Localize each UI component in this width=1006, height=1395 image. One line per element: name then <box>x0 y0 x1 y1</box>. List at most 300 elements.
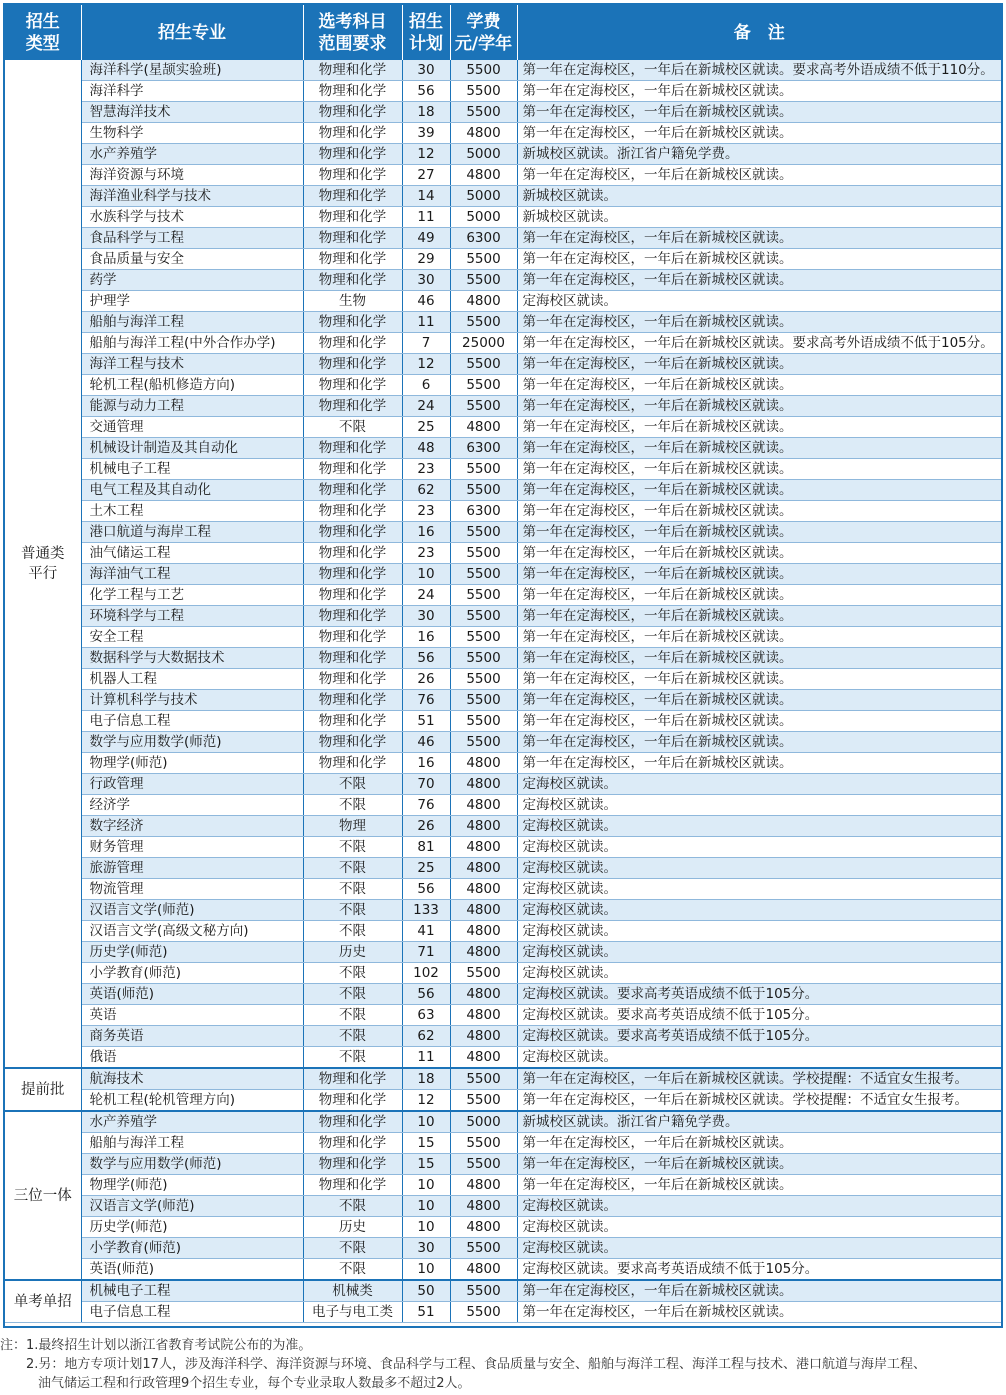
fee-cell: 6300 <box>450 228 517 249</box>
fee-cell: 5500 <box>450 354 517 375</box>
category-cell: 提前批 <box>5 1068 81 1111</box>
subject-cell: 生物 <box>303 291 402 312</box>
plan-cell: 26 <box>402 816 450 837</box>
plan-cell: 24 <box>402 585 450 606</box>
major-cell: 物流管理 <box>81 879 303 900</box>
fee-cell: 5500 <box>450 732 517 753</box>
enrollment-table-frame <box>3 3 1003 1328</box>
header-major: 招生专业 <box>81 5 303 60</box>
plan-cell: 10 <box>402 1175 450 1196</box>
fee-cell: 5500 <box>450 606 517 627</box>
table-row <box>5 291 1001 312</box>
remark-cell: 第一年在定海校区，一年后在新城校区就读。学校提醒：不适宜女生报考。 <box>517 1090 1001 1112</box>
plan-cell: 18 <box>402 102 450 123</box>
remark-cell: 第一年在定海校区，一年后在新城校区就读。 <box>517 648 1001 669</box>
plan-cell: 133 <box>402 900 450 921</box>
plan-cell: 51 <box>402 711 450 732</box>
remark-cell: 第一年在定海校区，一年后在新城校区就读。学校提醒：不适宜女生报考。 <box>517 1068 1001 1090</box>
remark-cell: 第一年在定海校区，一年后在新城校区就读。 <box>517 270 1001 291</box>
subject-cell: 物理和化学 <box>303 648 402 669</box>
major-cell: 港口航道与海岸工程 <box>81 522 303 543</box>
remark-cell: 定海校区就读。 <box>517 795 1001 816</box>
subject-cell: 物理和化学 <box>303 1154 402 1175</box>
plan-cell: 39 <box>402 123 450 144</box>
subject-cell: 物理和化学 <box>303 123 402 144</box>
major-cell: 物理学(师范) <box>81 753 303 774</box>
subject-cell: 不限 <box>303 984 402 1005</box>
fee-cell: 5500 <box>450 459 517 480</box>
table-row <box>5 1026 1001 1047</box>
major-cell: 海洋油气工程 <box>81 564 303 585</box>
remark-cell: 第一年在定海校区，一年后在新城校区就读。 <box>517 165 1001 186</box>
table-row <box>5 1047 1001 1069</box>
table-row <box>5 1238 1001 1259</box>
header-remark: 备 注 <box>517 5 1001 60</box>
major-cell: 英语(师范) <box>81 984 303 1005</box>
fee-cell: 4800 <box>450 900 517 921</box>
table-row <box>5 585 1001 606</box>
major-cell: 商务英语 <box>81 1026 303 1047</box>
major-cell: 轮机工程(轮机管理方向) <box>81 1090 303 1112</box>
major-cell: 英语 <box>81 1005 303 1026</box>
table-row <box>5 459 1001 480</box>
fee-cell: 5500 <box>450 375 517 396</box>
subject-cell: 物理和化学 <box>303 501 402 522</box>
plan-cell: 11 <box>402 207 450 228</box>
remark-cell: 定海校区就读。要求高考英语成绩不低于105分。 <box>517 1259 1001 1281</box>
remark-cell: 第一年在定海校区，一年后在新城校区就读。要求高考外语成绩不低于105分。 <box>517 333 1001 354</box>
major-cell: 经济学 <box>81 795 303 816</box>
remark-cell: 第一年在定海校区，一年后在新城校区就读。 <box>517 522 1001 543</box>
major-cell: 食品科学与工程 <box>81 228 303 249</box>
remark-cell: 定海校区就读。 <box>517 942 1001 963</box>
major-cell: 英语(师范) <box>81 1259 303 1281</box>
subject-cell: 物理和化学 <box>303 732 402 753</box>
footnote-line: 油气储运工程和行政管理9个招生专业，每个专业录取人数最多不超过2人。 <box>38 1376 471 1391</box>
subject-cell: 不限 <box>303 900 402 921</box>
table-row <box>5 1196 1001 1217</box>
table-row <box>5 963 1001 984</box>
subject-cell: 物理和化学 <box>303 753 402 774</box>
subject-cell: 不限 <box>303 921 402 942</box>
major-cell: 财务管理 <box>81 837 303 858</box>
subject-cell: 物理和化学 <box>303 228 402 249</box>
table-row <box>5 480 1001 501</box>
plan-cell: 10 <box>402 1259 450 1281</box>
table-row <box>5 186 1001 207</box>
table-row <box>5 543 1001 564</box>
major-cell: 食品质量与安全 <box>81 249 303 270</box>
fee-cell: 4800 <box>450 921 517 942</box>
plan-cell: 76 <box>402 795 450 816</box>
fee-cell: 6300 <box>450 438 517 459</box>
fee-cell: 4800 <box>450 1026 517 1047</box>
fee-cell: 25000 <box>450 333 517 354</box>
major-cell: 机械电子工程 <box>81 1280 303 1302</box>
fee-cell: 5500 <box>450 564 517 585</box>
subject-cell: 物理和化学 <box>303 564 402 585</box>
major-cell: 行政管理 <box>81 774 303 795</box>
major-cell: 数据科学与大数据技术 <box>81 648 303 669</box>
major-cell: 水产养殖学 <box>81 144 303 165</box>
plan-cell: 30 <box>402 1238 450 1259</box>
table-row <box>5 837 1001 858</box>
major-cell: 电子信息工程 <box>81 711 303 732</box>
table-row <box>5 690 1001 711</box>
subject-cell: 物理和化学 <box>303 165 402 186</box>
table-body <box>5 60 1001 1323</box>
major-cell: 海洋渔业科学与技术 <box>81 186 303 207</box>
major-cell: 轮机工程(船机修造方向) <box>81 375 303 396</box>
remark-cell: 定海校区就读。 <box>517 879 1001 900</box>
header-fee: 学费 元/学年 <box>450 5 517 60</box>
fee-cell: 5500 <box>450 1238 517 1259</box>
subject-cell: 物理和化学 <box>303 270 402 291</box>
subject-cell: 物理和化学 <box>303 543 402 564</box>
footnote-line: 2.另：地方专项计划17人，涉及海洋科学、海洋资源与环境、食品科学与工程、食品质量与安全、船舶与海洋工程、海洋工程与技术、港口航道与海岸工程、 <box>26 1357 926 1372</box>
table-row <box>5 1280 1001 1302</box>
remark-cell: 新城校区就读。浙江省户籍免学费。 <box>517 144 1001 165</box>
table-row <box>5 1005 1001 1026</box>
table-row <box>5 417 1001 438</box>
subject-cell: 不限 <box>303 1047 402 1069</box>
remark-cell: 第一年在定海校区，一年后在新城校区就读。 <box>517 1302 1001 1323</box>
subject-cell: 物理和化学 <box>303 375 402 396</box>
subject-cell: 不限 <box>303 1005 402 1026</box>
footnote-line: 注：1.最终招生计划以浙江省教育考试院公布的为准。 <box>0 1338 312 1353</box>
table-row <box>5 879 1001 900</box>
fee-cell: 5500 <box>450 522 517 543</box>
table-row <box>5 144 1001 165</box>
table-row <box>5 333 1001 354</box>
category-cell: 单考单招 <box>5 1280 81 1323</box>
subject-cell: 物理和化学 <box>303 606 402 627</box>
subject-cell: 机械类 <box>303 1280 402 1302</box>
subject-cell: 物理和化学 <box>303 585 402 606</box>
major-cell: 安全工程 <box>81 627 303 648</box>
table-row <box>5 165 1001 186</box>
remark-cell: 定海校区就读。 <box>517 774 1001 795</box>
fee-cell: 4800 <box>450 1175 517 1196</box>
subject-cell: 物理和化学 <box>303 1111 402 1133</box>
subject-cell: 历史 <box>303 1217 402 1238</box>
major-cell: 药学 <box>81 270 303 291</box>
header-plan: 招生 计划 <box>402 5 450 60</box>
fee-cell: 5500 <box>450 1133 517 1154</box>
remark-cell: 定海校区就读。 <box>517 837 1001 858</box>
table-row <box>5 1175 1001 1196</box>
subject-cell: 历史 <box>303 942 402 963</box>
plan-cell: 23 <box>402 459 450 480</box>
remark-cell: 第一年在定海校区，一年后在新城校区就读。 <box>517 459 1001 480</box>
subject-cell: 不限 <box>303 795 402 816</box>
plan-cell: 26 <box>402 669 450 690</box>
subject-cell: 不限 <box>303 1026 402 1047</box>
subject-cell: 不限 <box>303 837 402 858</box>
subject-cell: 物理和化学 <box>303 333 402 354</box>
major-cell: 海洋资源与环境 <box>81 165 303 186</box>
remark-cell: 第一年在定海校区，一年后在新城校区就读。 <box>517 438 1001 459</box>
plan-cell: 12 <box>402 1090 450 1112</box>
subject-cell: 物理和化学 <box>303 186 402 207</box>
fee-cell: 4800 <box>450 774 517 795</box>
fee-cell: 6300 <box>450 501 517 522</box>
fee-cell: 4800 <box>450 1217 517 1238</box>
table-row <box>5 1090 1001 1112</box>
remark-cell: 第一年在定海校区，一年后在新城校区就读。 <box>517 1133 1001 1154</box>
major-cell: 水产养殖学 <box>81 1111 303 1133</box>
subject-cell: 物理和化学 <box>303 396 402 417</box>
plan-cell: 27 <box>402 165 450 186</box>
remark-cell: 定海校区就读。要求高考英语成绩不低于105分。 <box>517 1005 1001 1026</box>
plan-cell: 29 <box>402 249 450 270</box>
fee-cell: 5500 <box>450 1090 517 1112</box>
table-row <box>5 648 1001 669</box>
plan-cell: 56 <box>402 81 450 102</box>
table-row <box>5 354 1001 375</box>
plan-cell: 23 <box>402 501 450 522</box>
major-cell: 旅游管理 <box>81 858 303 879</box>
plan-cell: 25 <box>402 417 450 438</box>
table-row <box>5 501 1001 522</box>
subject-cell: 物理和化学 <box>303 711 402 732</box>
fee-cell: 5000 <box>450 207 517 228</box>
subject-cell: 物理和化学 <box>303 669 402 690</box>
remark-cell: 第一年在定海校区，一年后在新城校区就读。 <box>517 123 1001 144</box>
plan-cell: 7 <box>402 333 450 354</box>
fee-cell: 4800 <box>450 942 517 963</box>
fee-cell: 4800 <box>450 837 517 858</box>
major-cell: 船舶与海洋工程 <box>81 1133 303 1154</box>
table-row <box>5 1154 1001 1175</box>
plan-cell: 10 <box>402 1196 450 1217</box>
subject-cell: 物理和化学 <box>303 1175 402 1196</box>
header-type: 招生 类型 <box>5 5 81 60</box>
remark-cell: 第一年在定海校区，一年后在新城校区就读。 <box>517 627 1001 648</box>
plan-cell: 11 <box>402 1047 450 1069</box>
fee-cell: 5000 <box>450 1111 517 1133</box>
plan-cell: 46 <box>402 732 450 753</box>
plan-cell: 50 <box>402 1280 450 1302</box>
table-row <box>5 564 1001 585</box>
fee-cell: 4800 <box>450 291 517 312</box>
plan-cell: 16 <box>402 753 450 774</box>
table-row <box>5 753 1001 774</box>
subject-cell: 不限 <box>303 1238 402 1259</box>
subject-cell: 物理和化学 <box>303 627 402 648</box>
table-row <box>5 1302 1001 1323</box>
subject-cell: 物理和化学 <box>303 60 402 81</box>
major-cell: 历史学(师范) <box>81 942 303 963</box>
major-cell: 机器人工程 <box>81 669 303 690</box>
plan-cell: 48 <box>402 438 450 459</box>
plan-cell: 16 <box>402 627 450 648</box>
plan-cell: 24 <box>402 396 450 417</box>
plan-cell: 10 <box>402 1111 450 1133</box>
table-row <box>5 984 1001 1005</box>
remark-cell: 第一年在定海校区，一年后在新城校区就读。 <box>517 669 1001 690</box>
remark-cell: 第一年在定海校区，一年后在新城校区就读。 <box>517 753 1001 774</box>
fee-cell: 4800 <box>450 417 517 438</box>
subject-cell: 物理和化学 <box>303 102 402 123</box>
major-cell: 航海技术 <box>81 1068 303 1090</box>
plan-cell: 18 <box>402 1068 450 1090</box>
fee-cell: 5500 <box>450 312 517 333</box>
table-row <box>5 438 1001 459</box>
fee-cell: 4800 <box>450 879 517 900</box>
remark-cell: 新城校区就读。 <box>517 207 1001 228</box>
remark-cell: 定海校区就读。 <box>517 963 1001 984</box>
plan-cell: 16 <box>402 522 450 543</box>
remark-cell: 第一年在定海校区，一年后在新城校区就读。 <box>517 375 1001 396</box>
remark-cell: 第一年在定海校区，一年后在新城校区就读。 <box>517 312 1001 333</box>
subject-cell: 物理和化学 <box>303 438 402 459</box>
subject-cell: 物理 <box>303 816 402 837</box>
table-row <box>5 774 1001 795</box>
plan-cell: 30 <box>402 60 450 81</box>
plan-cell: 81 <box>402 837 450 858</box>
remark-cell: 第一年在定海校区，一年后在新城校区就读。 <box>517 711 1001 732</box>
table-row <box>5 942 1001 963</box>
remark-cell: 第一年在定海校区，一年后在新城校区就读。 <box>517 585 1001 606</box>
subject-cell: 物理和化学 <box>303 480 402 501</box>
remark-cell: 第一年在定海校区，一年后在新城校区就读。 <box>517 690 1001 711</box>
major-cell: 汉语言文学(师范) <box>81 1196 303 1217</box>
major-cell: 物理学(师范) <box>81 1175 303 1196</box>
plan-cell: 23 <box>402 543 450 564</box>
remark-cell: 定海校区就读。要求高考英语成绩不低于105分。 <box>517 1026 1001 1047</box>
remark-cell: 第一年在定海校区，一年后在新城校区就读。 <box>517 354 1001 375</box>
subject-cell: 物理和化学 <box>303 144 402 165</box>
plan-cell: 70 <box>402 774 450 795</box>
major-cell: 俄语 <box>81 1047 303 1069</box>
remark-cell: 定海校区就读。 <box>517 1047 1001 1069</box>
remark-cell: 定海校区就读。要求高考英语成绩不低于105分。 <box>517 984 1001 1005</box>
plan-cell: 51 <box>402 1302 450 1323</box>
remark-cell: 定海校区就读。 <box>517 1196 1001 1217</box>
fee-cell: 5500 <box>450 963 517 984</box>
subject-cell: 不限 <box>303 879 402 900</box>
remark-cell: 第一年在定海校区，一年后在新城校区就读。 <box>517 417 1001 438</box>
fee-cell: 5500 <box>450 1280 517 1302</box>
major-cell: 交通管理 <box>81 417 303 438</box>
remark-cell: 定海校区就读。 <box>517 291 1001 312</box>
subject-cell: 不限 <box>303 1259 402 1281</box>
major-cell: 数字经济 <box>81 816 303 837</box>
subject-cell: 物理和化学 <box>303 81 402 102</box>
subject-cell: 物理和化学 <box>303 312 402 333</box>
major-cell: 汉语言文学(师范) <box>81 900 303 921</box>
table-row <box>5 1111 1001 1133</box>
table-row <box>5 900 1001 921</box>
remark-cell: 定海校区就读。 <box>517 1238 1001 1259</box>
table-row <box>5 522 1001 543</box>
table-row <box>5 858 1001 879</box>
fee-cell: 5500 <box>450 270 517 291</box>
table-row <box>5 711 1001 732</box>
fee-cell: 4800 <box>450 795 517 816</box>
subject-cell: 物理和化学 <box>303 459 402 480</box>
enrollment-table <box>5 5 1001 1323</box>
plan-cell: 63 <box>402 1005 450 1026</box>
plan-cell: 30 <box>402 270 450 291</box>
fee-cell: 5500 <box>450 480 517 501</box>
table-row <box>5 102 1001 123</box>
subject-cell: 不限 <box>303 774 402 795</box>
major-cell: 环境科学与工程 <box>81 606 303 627</box>
subject-cell: 物理和化学 <box>303 207 402 228</box>
plan-cell: 62 <box>402 480 450 501</box>
remark-cell: 定海校区就读。 <box>517 921 1001 942</box>
major-cell: 数学与应用数学(师范) <box>81 1154 303 1175</box>
fee-cell: 5500 <box>450 669 517 690</box>
major-cell: 海洋科学 <box>81 81 303 102</box>
table-row <box>5 375 1001 396</box>
fee-cell: 5500 <box>450 543 517 564</box>
fee-cell: 5500 <box>450 249 517 270</box>
plan-cell: 14 <box>402 186 450 207</box>
fee-cell: 4800 <box>450 1047 517 1069</box>
remark-cell: 第一年在定海校区，一年后在新城校区就读。 <box>517 480 1001 501</box>
fee-cell: 4800 <box>450 753 517 774</box>
plan-cell: 11 <box>402 312 450 333</box>
table-header-row <box>5 5 1001 60</box>
remark-cell: 第一年在定海校区，一年后在新城校区就读。 <box>517 396 1001 417</box>
subject-cell: 物理和化学 <box>303 1090 402 1112</box>
table-row <box>5 669 1001 690</box>
fee-cell: 4800 <box>450 1196 517 1217</box>
subject-cell: 不限 <box>303 1196 402 1217</box>
remark-cell: 定海校区就读。 <box>517 1217 1001 1238</box>
table-row <box>5 312 1001 333</box>
major-cell: 机械电子工程 <box>81 459 303 480</box>
major-cell: 历史学(师范) <box>81 1217 303 1238</box>
category-cell: 普通类 平行 <box>5 60 81 1068</box>
fee-cell: 4800 <box>450 165 517 186</box>
major-cell: 海洋科学(星颉实验班) <box>81 60 303 81</box>
remark-cell: 第一年在定海校区，一年后在新城校区就读。 <box>517 1280 1001 1302</box>
remark-cell: 第一年在定海校区，一年后在新城校区就读。 <box>517 564 1001 585</box>
fee-cell: 4800 <box>450 984 517 1005</box>
major-cell: 水族科学与技术 <box>81 207 303 228</box>
major-cell: 护理学 <box>81 291 303 312</box>
major-cell: 化学工程与工艺 <box>81 585 303 606</box>
subject-cell: 物理和化学 <box>303 354 402 375</box>
fee-cell: 5000 <box>450 186 517 207</box>
major-cell: 能源与动力工程 <box>81 396 303 417</box>
fee-cell: 5500 <box>450 648 517 669</box>
category-cell: 三位一体 <box>5 1111 81 1280</box>
subject-cell: 物理和化学 <box>303 1068 402 1090</box>
major-cell: 船舶与海洋工程(中外合作办学) <box>81 333 303 354</box>
fee-cell: 4800 <box>450 1259 517 1281</box>
plan-cell: 102 <box>402 963 450 984</box>
fee-cell: 5500 <box>450 627 517 648</box>
plan-cell: 12 <box>402 144 450 165</box>
major-cell: 生物科学 <box>81 123 303 144</box>
plan-cell: 76 <box>402 690 450 711</box>
major-cell: 数学与应用数学(师范) <box>81 732 303 753</box>
remark-cell: 新城校区就读。浙江省户籍免学费。 <box>517 1111 1001 1133</box>
table-row <box>5 1068 1001 1090</box>
fee-cell: 4800 <box>450 1005 517 1026</box>
plan-cell: 10 <box>402 1217 450 1238</box>
remark-cell: 定海校区就读。 <box>517 816 1001 837</box>
table-row <box>5 396 1001 417</box>
header-subject: 选考科目 范围要求 <box>303 5 402 60</box>
remark-cell: 第一年在定海校区，一年后在新城校区就读。 <box>517 606 1001 627</box>
major-cell: 机械设计制造及其自动化 <box>81 438 303 459</box>
